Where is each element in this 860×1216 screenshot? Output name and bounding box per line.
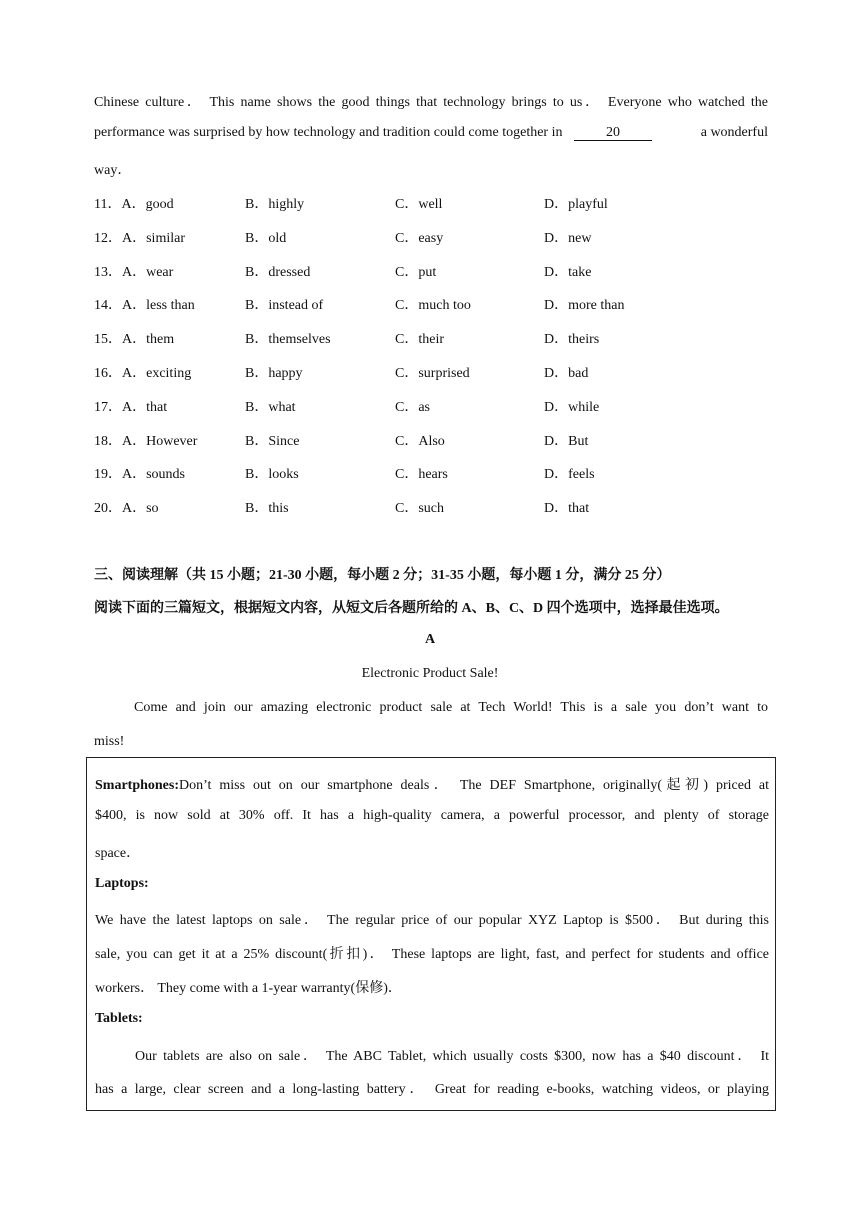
answer-blank: 20 <box>574 126 652 141</box>
option-choice: C．Also <box>395 433 445 449</box>
option-choice: C．hears <box>395 467 448 483</box>
tablets-line: Our tablets are also on sale． The ABC Tablet, which usually costs $300, now has a $40 discount． It <box>135 1049 769 1064</box>
option-choice: 15．A．them <box>94 332 175 348</box>
section-heading: 三、阅读理解（共 15 小题；21-30 小题，每小题 2 分；31-35 小题，每小题 1 分，满分 25 分） <box>94 568 671 583</box>
option-choice: 16．A．exciting <box>94 366 192 381</box>
option-choice: D．bad <box>544 366 589 381</box>
tablets-label: Tablets: <box>95 1011 143 1026</box>
option-choice: D．theirs <box>544 332 600 348</box>
section-instruction: 阅读下面的三篇短文，根据短文内容，从短文后各题所给的 A、B、C、D 四个选项中，选择最佳选项。 <box>94 601 729 616</box>
option-choice: D．playful <box>544 197 608 212</box>
option-choice: 14．A．less than <box>94 298 195 314</box>
intro-line: miss! <box>94 734 125 749</box>
option-choice: D．that <box>544 501 590 517</box>
passage-line <box>94 125 768 141</box>
smartphones-line <box>95 774 769 794</box>
option-choice: D．take <box>544 264 592 280</box>
option-choice: B．instead of <box>245 298 324 314</box>
option-choice: 12．A．similar <box>94 230 185 246</box>
option-choice: C．easy <box>395 230 444 246</box>
option-choice: 19．A．sounds <box>94 467 186 483</box>
option-choice: C．their <box>395 332 444 348</box>
option-choice: D．feels <box>544 467 595 483</box>
option-choice: D．more than <box>544 298 625 314</box>
option-choice: D．new <box>544 230 592 246</box>
option-choice: B．dressed <box>245 264 311 280</box>
smartphones-line: space． <box>95 846 141 861</box>
laptops-line: sale, you can get it at a 25% discount(折扣)． These laptops are light, fast, and perfect for students and office <box>95 947 769 962</box>
option-choice: D．while <box>544 399 600 415</box>
option-choice: 20．A．so <box>94 501 159 517</box>
option-choice: C．well <box>395 197 443 212</box>
option-choice: C．as <box>395 399 430 415</box>
option-choice: 17．A．that <box>94 399 168 415</box>
tablets-line: has a large, clear screen and a long-lasting battery． Great for reading e-books, watching videos, or playing <box>95 1082 769 1097</box>
option-choice: B．what <box>245 399 296 415</box>
option-choice: B．highly <box>245 197 305 212</box>
option-choice: B．happy <box>245 366 303 381</box>
laptops-label: Laptops: <box>95 876 149 891</box>
passage-text: performance was surprised by how technology and tradition could come together in <box>94 125 563 140</box>
option-choice: B．looks <box>245 467 299 483</box>
smartphones-text: Don’t miss out on our smartphone deals． The DEF Smartphone, originally(起初) priced at <box>179 778 769 793</box>
option-choice: 11．A．good <box>94 197 174 212</box>
smartphones-label: Smartphones: <box>95 778 180 793</box>
smartphones-line: $400, is now sold at 30% off. It has a high-quality camera, a powerful processor, and plenty of storage <box>95 808 769 823</box>
option-choice: B．themselves <box>245 332 331 348</box>
laptops-line: workers． They come with a 1-year warranty(保修)． <box>95 981 402 996</box>
option-choice: C．much too <box>395 298 471 314</box>
option-choice: 13．A．wear <box>94 264 174 280</box>
passage-line: way． <box>94 163 132 178</box>
option-choice: 18．A．However <box>94 433 198 449</box>
option-choice: C．put <box>395 264 437 280</box>
passage-label: A <box>424 632 436 647</box>
passage-title: Electronic Product Sale! <box>361 666 499 681</box>
passage-line: Chinese culture． This name shows the good things that technology brings to us． Everyone who watched the <box>94 95 768 110</box>
intro-line: Come and join our amazing electronic product sale at Tech World! This is a sale you don’t want to <box>134 700 768 715</box>
option-choice: B．this <box>245 501 289 517</box>
option-choice: C．such <box>395 501 444 517</box>
laptops-line: We have the latest laptops on sale． The regular price of our popular XYZ Laptop is $500． But during this <box>95 913 769 928</box>
option-choice: D．But <box>544 433 589 449</box>
option-choice: C．surprised <box>395 366 470 381</box>
option-choice: B．old <box>245 230 287 246</box>
option-choice: B．Since <box>245 433 300 449</box>
passage-text: a wonderful <box>700 125 768 140</box>
sale-info-box <box>86 757 776 1111</box>
